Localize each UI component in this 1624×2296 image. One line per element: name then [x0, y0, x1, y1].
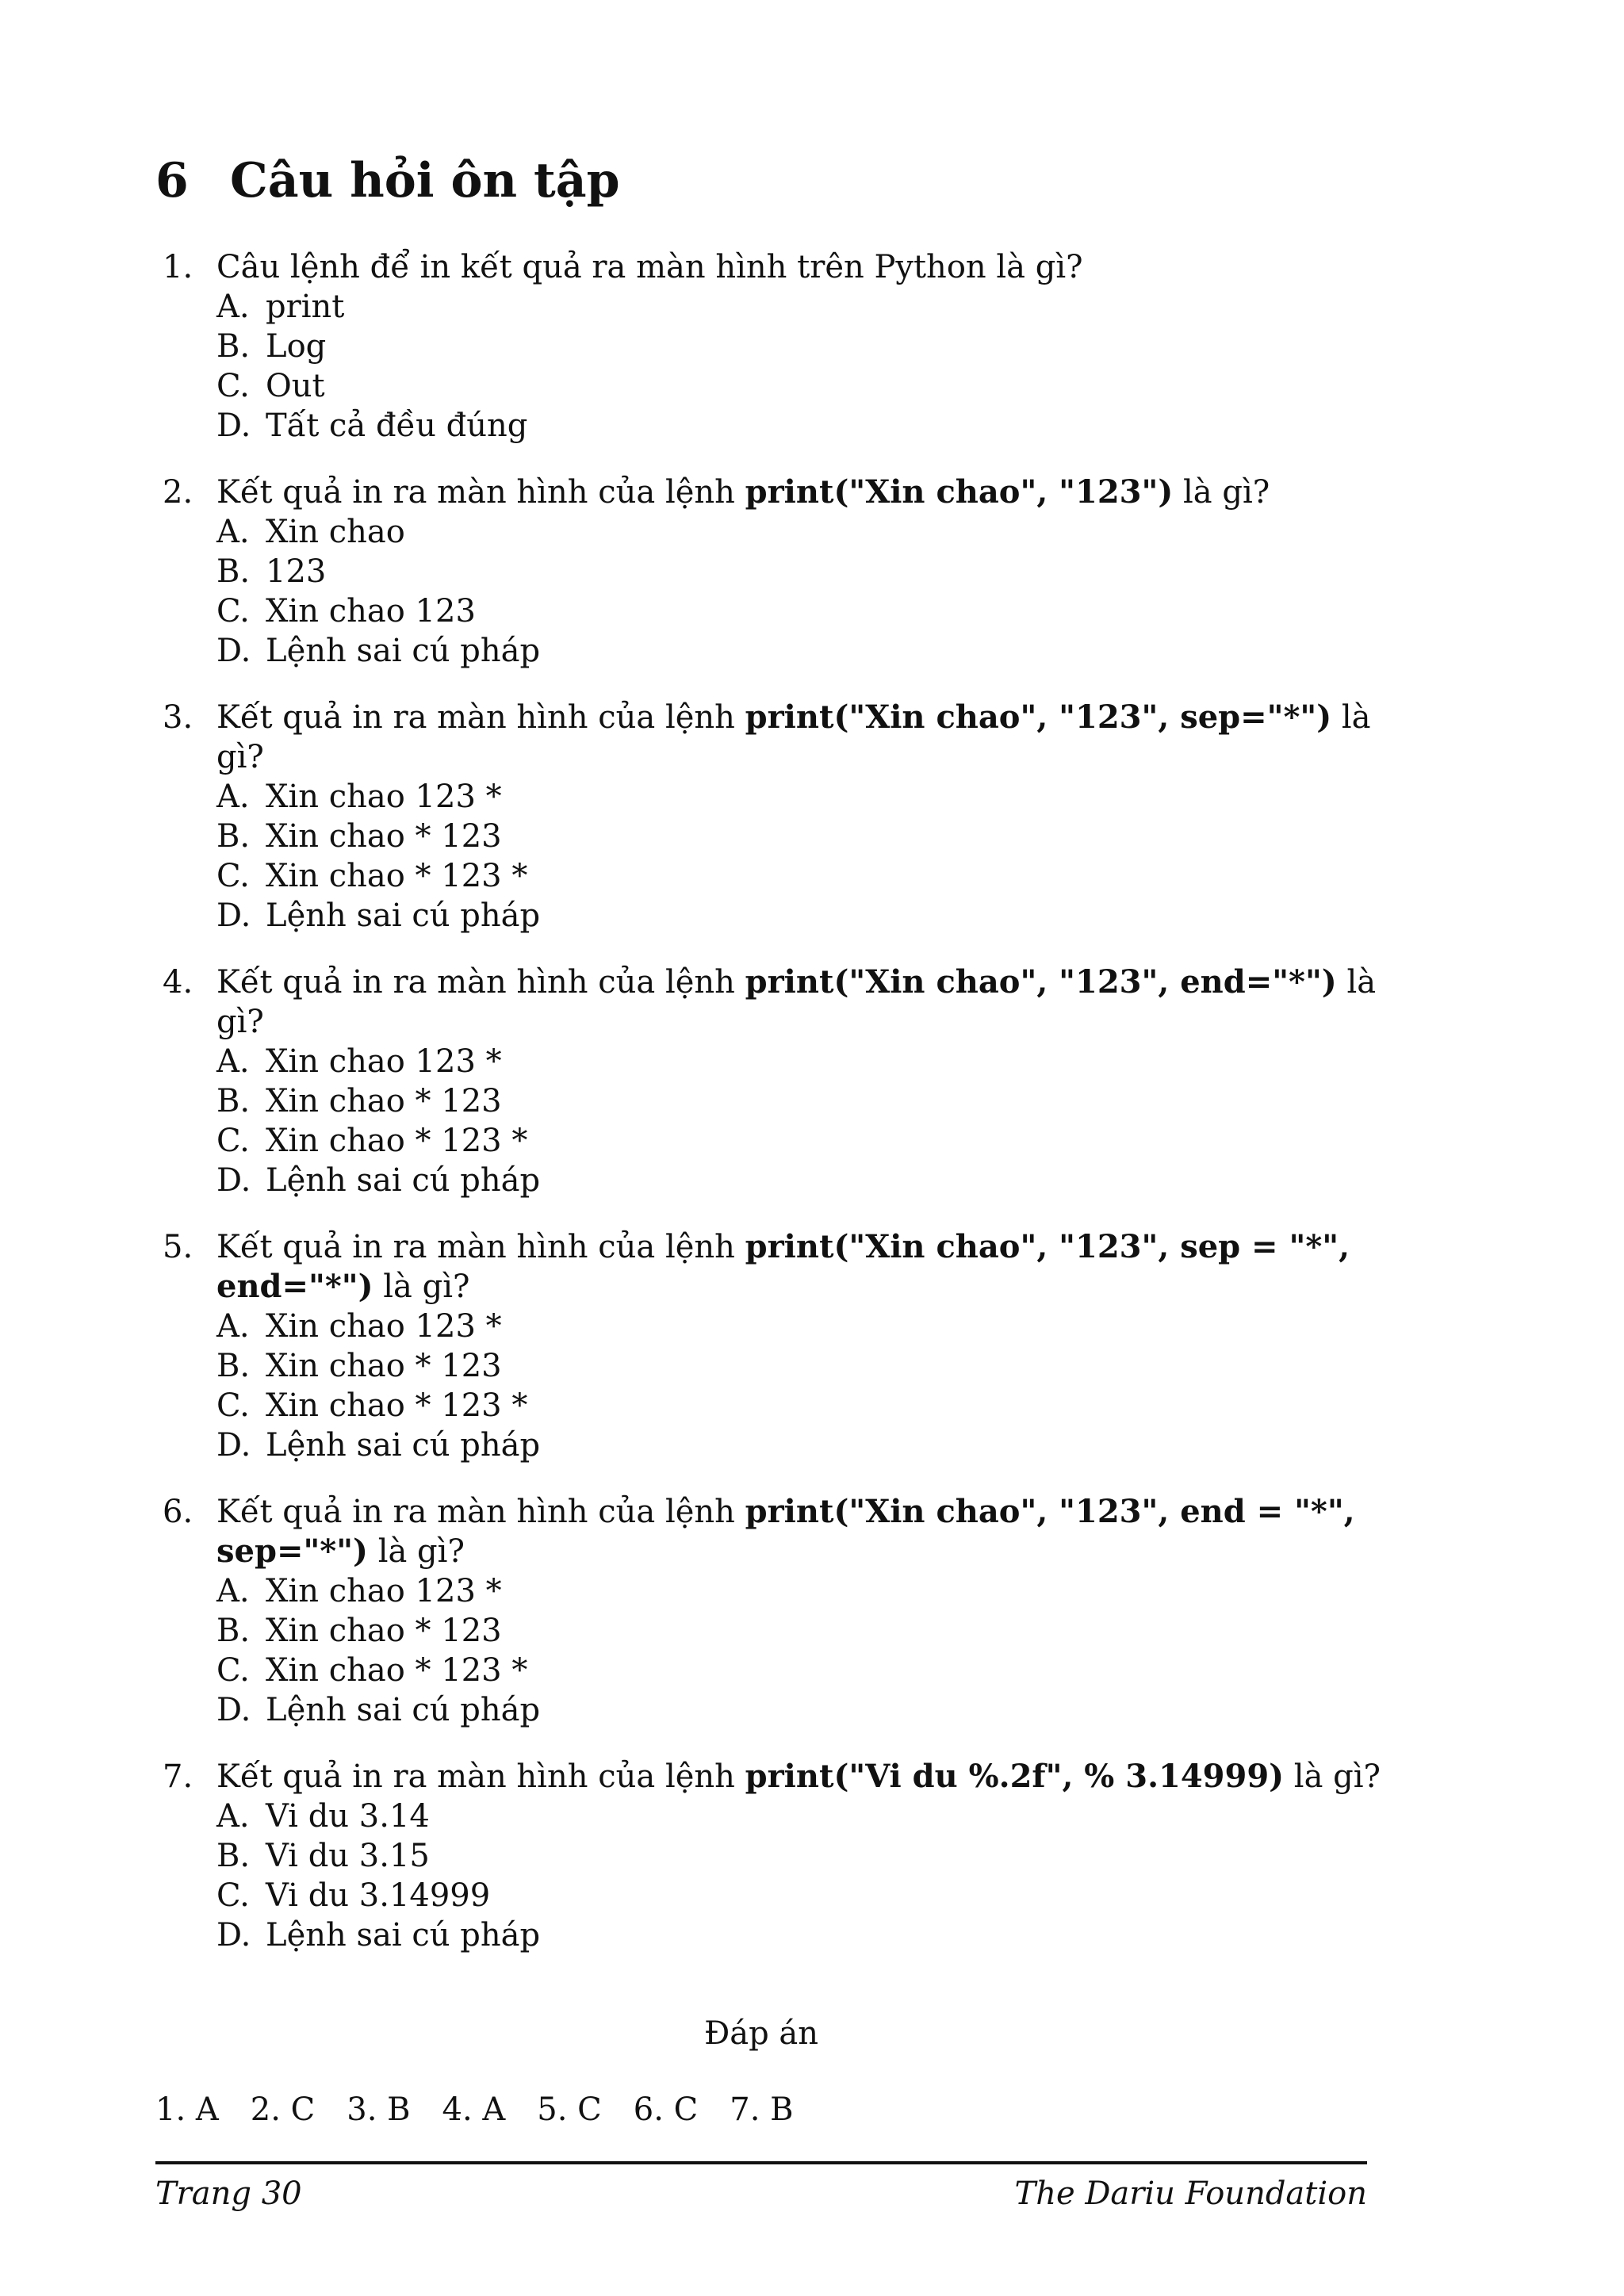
option-text: Xin chao 123 *	[266, 1308, 502, 1345]
option-text: 123	[266, 553, 327, 590]
option-label: D.	[216, 1692, 251, 1728]
question-number: 5.	[163, 1229, 193, 1265]
answers-title: Đáp án	[703, 2015, 819, 2052]
answer-item: 1. A	[155, 2091, 219, 2128]
question-prefix: Kết quả in ra màn hình của lệnh	[216, 474, 745, 511]
answer-item: 4. A	[442, 2091, 506, 2128]
option-text: Xin chao * 123 *	[266, 1123, 528, 1159]
option-d	[163, 1915, 1400, 1955]
option-d	[163, 631, 1400, 671]
question-text	[216, 473, 1400, 512]
option-label: D.	[216, 1427, 251, 1464]
option-label: B.	[216, 1613, 251, 1649]
answer-item: 7. B	[730, 2091, 794, 2128]
section-title: Câu hỏi ôn tập	[230, 153, 620, 209]
option-text: Tất cả đều đúng	[266, 408, 528, 444]
question-4	[163, 962, 1400, 1200]
option-text: Xin chao * 123 *	[266, 1652, 528, 1689]
option-label: C.	[216, 593, 250, 629]
publisher-name: The Dariu Foundation	[1014, 2175, 1367, 2212]
option-c	[163, 856, 1400, 896]
option-label: D.	[216, 1162, 251, 1199]
option-text: Xin chao * 123	[266, 818, 502, 855]
option-label: C.	[216, 368, 250, 404]
option-a	[163, 1571, 1400, 1611]
option-label: B.	[216, 1838, 251, 1874]
option-text: Xin chao 123 *	[266, 1573, 502, 1609]
option-label: A.	[216, 1573, 250, 1609]
option-d	[163, 1161, 1400, 1200]
question-5	[163, 1227, 1400, 1465]
option-text: print	[266, 289, 345, 325]
question-prefix: Kết quả in ra màn hình của lệnh	[216, 1758, 745, 1795]
option-a	[163, 512, 1400, 552]
option-b	[163, 1346, 1400, 1386]
option-label: D.	[216, 633, 251, 669]
option-label: C.	[216, 1387, 250, 1424]
question-code: print("Xin chao", "123")	[745, 473, 1174, 511]
option-b	[163, 327, 1400, 366]
section-number: 6	[155, 153, 189, 209]
option-text: Vi du 3.14	[266, 1798, 430, 1835]
question-3	[163, 698, 1400, 936]
answer-item: 2. C	[250, 2091, 316, 2128]
option-text: Lệnh sai cú pháp	[266, 897, 541, 934]
option-label: C.	[216, 858, 250, 894]
question-code: print("Vi du %.2f", % 3.14999)	[745, 1758, 1285, 1795]
option-a	[163, 1797, 1400, 1836]
option-label: C.	[216, 1652, 250, 1689]
option-label: B.	[216, 328, 251, 365]
option-label: A.	[216, 289, 250, 325]
option-label: B.	[216, 1083, 251, 1119]
option-label: D.	[216, 408, 251, 444]
question-number: 2.	[163, 474, 193, 511]
question-suffix: là gì?	[367, 1533, 465, 1570]
option-text: Xin chao * 123 *	[266, 1387, 528, 1424]
question-code: print("Xin chao", "123", end = "*", sep="*")	[216, 1493, 1355, 1570]
option-text: Xin chao * 123 *	[266, 858, 528, 894]
option-text: Xin chao 123 *	[266, 779, 502, 815]
question-text	[216, 698, 1400, 777]
option-text: Xin chao * 123	[266, 1613, 502, 1649]
answer-item: 3. B	[347, 2091, 411, 2128]
question-prefix: Kết quả in ra màn hình của lệnh	[216, 964, 745, 1001]
option-a	[163, 1307, 1400, 1346]
question-text	[216, 1227, 1400, 1307]
question-suffix: là gì?	[216, 964, 1377, 1040]
option-label: B.	[216, 553, 251, 590]
option-c	[163, 366, 1400, 406]
option-d	[163, 1425, 1400, 1465]
option-b	[163, 1081, 1400, 1121]
option-c	[163, 1386, 1400, 1425]
option-b	[163, 817, 1400, 856]
option-d	[163, 1690, 1400, 1730]
footer-divider	[155, 2161, 1367, 2164]
option-text: Log	[266, 328, 327, 365]
option-label: A.	[216, 514, 250, 550]
option-text: Vi du 3.14999	[266, 1877, 491, 1914]
question-suffix: là gì?	[1284, 1758, 1381, 1795]
option-label: B.	[216, 1348, 251, 1384]
answer-item: 5. C	[537, 2091, 602, 2128]
question-prefix: Kết quả in ra màn hình của lệnh	[216, 1229, 745, 1265]
question-number: 6.	[163, 1494, 193, 1530]
question-text	[216, 1757, 1400, 1797]
question-text	[216, 247, 1400, 287]
option-text: Lệnh sai cú pháp	[266, 1162, 541, 1199]
option-a	[163, 287, 1400, 327]
option-text: Xin chao * 123	[266, 1348, 502, 1384]
question-text	[216, 962, 1400, 1042]
option-text: Xin chao 123	[266, 593, 476, 629]
question-suffix: là gì?	[216, 699, 1371, 775]
question-6	[163, 1492, 1400, 1730]
question-7	[163, 1757, 1400, 1955]
option-text: Lệnh sai cú pháp	[266, 1917, 541, 1954]
option-text: Lệnh sai cú pháp	[266, 633, 541, 669]
option-text: Xin chao * 123	[266, 1083, 502, 1119]
option-c	[163, 591, 1400, 631]
question-code: print("Xin chao", "123", sep = "*", end="*")	[216, 1228, 1350, 1305]
question-text	[216, 1492, 1400, 1571]
option-label: D.	[216, 897, 251, 934]
option-label: B.	[216, 818, 251, 855]
option-text: Lệnh sai cú pháp	[266, 1692, 541, 1728]
answers-row	[155, 2090, 825, 2130]
question-1	[163, 247, 1400, 446]
option-c	[163, 1876, 1400, 1915]
option-text: Lệnh sai cú pháp	[266, 1427, 541, 1464]
option-b	[163, 1836, 1400, 1876]
option-label: A.	[216, 1308, 250, 1345]
option-a	[163, 777, 1400, 817]
question-code: print("Xin chao", "123", end="*")	[745, 963, 1337, 1001]
option-d	[163, 406, 1400, 446]
option-c	[163, 1121, 1400, 1161]
option-label: A.	[216, 1798, 250, 1835]
question-number: 3.	[163, 699, 193, 736]
question-number: 7.	[163, 1758, 193, 1795]
question-prefix: Kết quả in ra màn hình của lệnh	[216, 699, 745, 736]
question-number: 1.	[163, 249, 193, 285]
option-text: Xin chao 123 *	[266, 1043, 502, 1080]
option-label: D.	[216, 1917, 251, 1954]
question-prefix: Câu lệnh để in kết quả ra màn hình trên Python là gì?	[216, 249, 1083, 285]
option-label: C.	[216, 1123, 250, 1159]
option-label: A.	[216, 779, 250, 815]
option-b	[163, 552, 1400, 591]
option-label: A.	[216, 1043, 250, 1080]
page-number: Trang 30	[155, 2175, 302, 2212]
option-d	[163, 896, 1400, 936]
question-prefix: Kết quả in ra màn hình của lệnh	[216, 1494, 745, 1530]
question-list	[163, 247, 1400, 1982]
option-text: Xin chao	[266, 514, 405, 550]
question-code: print("Xin chao", "123", sep="*")	[745, 698, 1332, 736]
question-suffix: là gì?	[1173, 474, 1270, 511]
section-heading	[155, 149, 620, 212]
option-text: Vi du 3.15	[266, 1838, 430, 1874]
option-a	[163, 1042, 1400, 1081]
question-number: 4.	[163, 964, 193, 1001]
question-2	[163, 473, 1400, 671]
option-label: C.	[216, 1877, 250, 1914]
option-b	[163, 1611, 1400, 1651]
option-c	[163, 1651, 1400, 1690]
question-suffix: là gì?	[373, 1269, 470, 1305]
option-text: Out	[266, 368, 325, 404]
answer-item: 6. C	[633, 2091, 699, 2128]
